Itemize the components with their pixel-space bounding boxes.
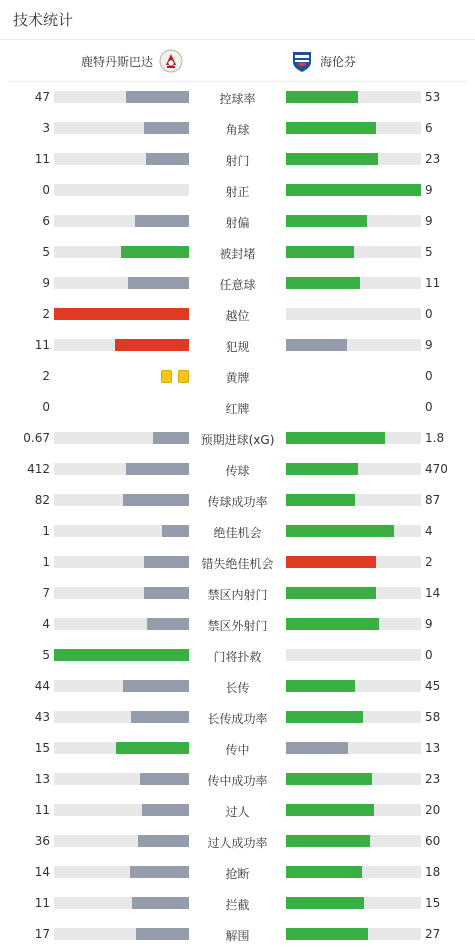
away-bar-track [286, 91, 421, 103]
away-value: 9 [425, 338, 433, 352]
home-value: 9 [42, 276, 50, 290]
stat-label: 抢断 [225, 867, 250, 881]
away-bar-fill [286, 494, 355, 506]
home-bar-track [54, 866, 189, 878]
home-team-name: 鹿特丹斯巴达 [80, 54, 153, 69]
stat-row [0, 392, 475, 423]
stat-label: 禁区内射门 [207, 588, 268, 602]
away-team-name: 海伦芬 [320, 54, 357, 69]
away-value: 2 [425, 555, 433, 569]
home-value: 1 [42, 555, 50, 569]
stat-row [0, 268, 475, 299]
home-value: 0 [42, 183, 50, 197]
page-title: 技术统计 [13, 11, 74, 29]
away-bar-track [286, 711, 421, 723]
away-value: 23 [425, 152, 441, 166]
away-bar-track [286, 277, 421, 289]
home-value: 5 [42, 245, 50, 259]
away-value: 0 [425, 400, 433, 414]
stat-label: 长传成功率 [207, 712, 268, 726]
stat-label: 禁区外射门 [207, 619, 268, 633]
home-bar-track [54, 556, 189, 568]
home-value: 14 [34, 865, 50, 879]
home-bar-track [54, 742, 189, 754]
away-value: 9 [425, 617, 433, 631]
home-bar-track [54, 680, 189, 692]
home-value: 47 [34, 90, 50, 104]
section-header [0, 0, 475, 40]
stat-label: 解围 [225, 929, 250, 943]
away-value: 27 [425, 927, 441, 941]
stat-row [0, 578, 475, 609]
home-bar-track [54, 711, 189, 723]
away-bar-fill [286, 246, 354, 258]
stat-row [0, 454, 475, 485]
stat-label: 传球 [225, 464, 250, 478]
away-bar-fill [286, 525, 394, 537]
away-bar-track [286, 587, 421, 599]
home-bar-fill [138, 835, 189, 847]
away-value: 87 [425, 493, 441, 507]
away-bar-fill [286, 773, 372, 785]
away-bar-fill [286, 618, 379, 630]
away-bar-track [286, 742, 421, 754]
home-bar-track [54, 835, 189, 847]
stat-label: 错失绝佳机会 [201, 557, 274, 571]
home-value: 11 [34, 338, 50, 352]
stat-label: 长传 [225, 681, 250, 695]
home-bar-fill [130, 866, 189, 878]
home-value: 0 [42, 400, 50, 414]
away-team[interactable] [290, 48, 356, 74]
home-value: 6 [42, 214, 50, 228]
away-bar-fill [286, 153, 378, 165]
home-bar-fill [136, 928, 189, 940]
home-bar-track [54, 215, 189, 227]
stat-label: 传中成功率 [207, 774, 268, 788]
away-bar-track [286, 432, 421, 444]
away-bar-track [286, 184, 421, 196]
away-value: 9 [425, 214, 433, 228]
home-bar-fill [54, 649, 189, 661]
home-value: 7 [42, 586, 50, 600]
away-bar-track [286, 494, 421, 506]
stat-label: 传中 [225, 743, 250, 757]
away-bar-fill [286, 339, 347, 351]
home-bar-fill [147, 618, 189, 630]
stat-row [0, 795, 475, 826]
away-value: 6 [425, 121, 433, 135]
home-bar-track [54, 122, 189, 134]
away-value: 23 [425, 772, 441, 786]
stat-label: 射正 [225, 185, 250, 199]
home-bar-fill [132, 897, 189, 909]
stat-row [0, 919, 475, 950]
away-bar-track [286, 804, 421, 816]
home-bar-track [54, 587, 189, 599]
home-bar-track [54, 246, 189, 258]
home-bar-track [54, 494, 189, 506]
away-bar-track [286, 525, 421, 537]
away-bar-fill [286, 184, 421, 196]
home-value: 11 [34, 152, 50, 166]
home-value: 5 [42, 648, 50, 662]
home-value: 3 [42, 121, 50, 135]
away-value: 53 [425, 90, 441, 104]
stat-row [0, 826, 475, 857]
away-value: 5 [425, 245, 433, 259]
away-bar-fill [286, 866, 362, 878]
stat-row [0, 640, 475, 671]
home-bar-track [54, 804, 189, 816]
away-bar-fill [286, 215, 367, 227]
home-bar-fill [116, 742, 189, 754]
stat-row [0, 113, 475, 144]
away-bar-fill [286, 897, 364, 909]
home-bar-fill [146, 153, 189, 165]
away-bar-track [286, 835, 421, 847]
away-bar-fill [286, 928, 368, 940]
away-value: 1.8 [425, 431, 445, 445]
stat-row [0, 299, 475, 330]
away-bar-track [286, 649, 421, 661]
home-bar-fill [115, 339, 189, 351]
home-team-logo-icon [159, 49, 183, 73]
home-bar-fill [144, 587, 189, 599]
away-value: 470 [425, 462, 448, 476]
away-bar-fill [286, 91, 358, 103]
away-bar-track [286, 339, 421, 351]
home-value: 43 [34, 710, 50, 724]
stat-label: 角球 [225, 123, 250, 137]
home-bar-track [54, 928, 189, 940]
stat-label: 任意球 [219, 278, 256, 292]
stat-row [0, 764, 475, 795]
home-bar-fill [153, 432, 189, 444]
home-bar-track [54, 153, 189, 165]
away-value: 60 [425, 834, 441, 848]
stat-row [0, 175, 475, 206]
stat-label: 射偏 [225, 216, 250, 230]
home-value: 15 [34, 741, 50, 755]
away-bar-track [286, 215, 421, 227]
stat-label: 绝佳机会 [213, 526, 262, 540]
away-bar-track [286, 773, 421, 785]
stat-row [0, 609, 475, 640]
home-value: 44 [34, 679, 50, 693]
away-bar-track [286, 556, 421, 568]
home-bar-fill [135, 215, 189, 227]
stat-label: 被封堵 [219, 247, 256, 261]
home-bar-track [54, 773, 189, 785]
stat-row [0, 702, 475, 733]
home-bar-fill [123, 680, 189, 692]
home-bar-fill [142, 804, 189, 816]
home-bar-fill [131, 711, 189, 723]
stat-row [0, 423, 475, 454]
away-bar-fill [286, 556, 376, 568]
home-bar-fill [123, 494, 189, 506]
away-bar-fill [286, 277, 360, 289]
home-bar-track [54, 432, 189, 444]
home-value: 36 [34, 834, 50, 848]
home-value: 2 [42, 369, 50, 383]
away-bar-fill [286, 587, 376, 599]
away-bar-fill [286, 680, 355, 692]
away-value: 20 [425, 803, 441, 817]
home-bar-fill [126, 463, 189, 475]
home-bar-track [54, 649, 189, 661]
home-value: 0.67 [23, 431, 50, 445]
home-value: 82 [34, 493, 50, 507]
away-value: 4 [425, 524, 433, 538]
home-value: 412 [27, 462, 50, 476]
home-value: 13 [34, 772, 50, 786]
away-value: 0 [425, 648, 433, 662]
home-bar-fill [140, 773, 189, 785]
away-bar-fill [286, 804, 374, 816]
away-value: 0 [425, 307, 433, 321]
home-bar-track [54, 897, 189, 909]
stat-row [0, 733, 475, 764]
home-bar-track [54, 308, 189, 320]
away-bar-fill [286, 432, 385, 444]
stat-row [0, 857, 475, 888]
stat-row [0, 516, 475, 547]
home-bar-track [54, 463, 189, 475]
away-value: 18 [425, 865, 441, 879]
home-bar-fill [144, 556, 189, 568]
away-value: 11 [425, 276, 441, 290]
away-value: 58 [425, 710, 441, 724]
stat-row [0, 206, 475, 237]
stat-row [0, 144, 475, 175]
away-bar-fill [286, 711, 363, 723]
yellow-card-icon [161, 370, 172, 383]
stat-label: 黄牌 [225, 371, 250, 385]
stat-row [0, 330, 475, 361]
away-bar-fill [286, 122, 376, 134]
home-bar-track [54, 618, 189, 630]
away-value: 13 [425, 741, 441, 755]
yellow-card-icon [178, 370, 189, 383]
away-value: 14 [425, 586, 441, 600]
home-value: 2 [42, 307, 50, 321]
away-bar-track [286, 153, 421, 165]
stats-list [0, 82, 475, 950]
teams-header [8, 40, 467, 82]
stat-row [0, 888, 475, 919]
stat-label: 红牌 [225, 402, 250, 416]
stat-label: 控球率 [219, 92, 256, 106]
away-bar-fill [286, 463, 358, 475]
home-bar-track [54, 339, 189, 351]
away-bar-track [286, 122, 421, 134]
stat-row [0, 671, 475, 702]
away-bar-track [286, 463, 421, 475]
stat-label: 预期进球(xG) [200, 433, 275, 447]
home-value: 17 [34, 927, 50, 941]
home-bar-fill [126, 91, 189, 103]
home-bar-fill [144, 122, 189, 134]
home-team[interactable] [81, 48, 183, 74]
home-bar-track [54, 277, 189, 289]
home-bar-track [54, 91, 189, 103]
home-bar-fill [128, 277, 189, 289]
away-bar-fill [286, 835, 370, 847]
stat-label: 拦截 [225, 898, 250, 912]
away-bar-track [286, 866, 421, 878]
yellow-cards [161, 370, 189, 383]
home-bar-fill [54, 308, 189, 320]
stat-label: 越位 [225, 309, 250, 323]
away-value: 45 [425, 679, 441, 693]
home-bar-track [54, 184, 189, 196]
stat-row [0, 361, 475, 392]
away-bar-track [286, 897, 421, 909]
away-value: 15 [425, 896, 441, 910]
away-bar-track [286, 618, 421, 630]
away-bar-track [286, 680, 421, 692]
away-bar-fill [286, 742, 348, 754]
away-team-logo-icon [290, 49, 314, 73]
stat-label: 过人成功率 [207, 836, 268, 850]
stat-row [0, 237, 475, 268]
home-value: 11 [34, 896, 50, 910]
home-value: 11 [34, 803, 50, 817]
home-bar-track [54, 525, 189, 537]
stat-row [0, 82, 475, 113]
stat-label: 门将扑救 [213, 650, 262, 664]
stat-label: 传球成功率 [207, 495, 268, 509]
away-bar-track [286, 308, 421, 320]
home-value: 4 [42, 617, 50, 631]
home-value: 1 [42, 524, 50, 538]
stat-row [0, 485, 475, 516]
stat-label: 射门 [225, 154, 250, 168]
stat-label: 犯规 [225, 340, 250, 354]
away-bar-track [286, 246, 421, 258]
stat-label: 过人 [225, 805, 250, 819]
stat-row [0, 547, 475, 578]
home-bar-fill [121, 246, 189, 258]
away-value: 0 [425, 369, 433, 383]
away-value: 9 [425, 183, 433, 197]
away-bar-track [286, 928, 421, 940]
home-bar-fill [162, 525, 189, 537]
